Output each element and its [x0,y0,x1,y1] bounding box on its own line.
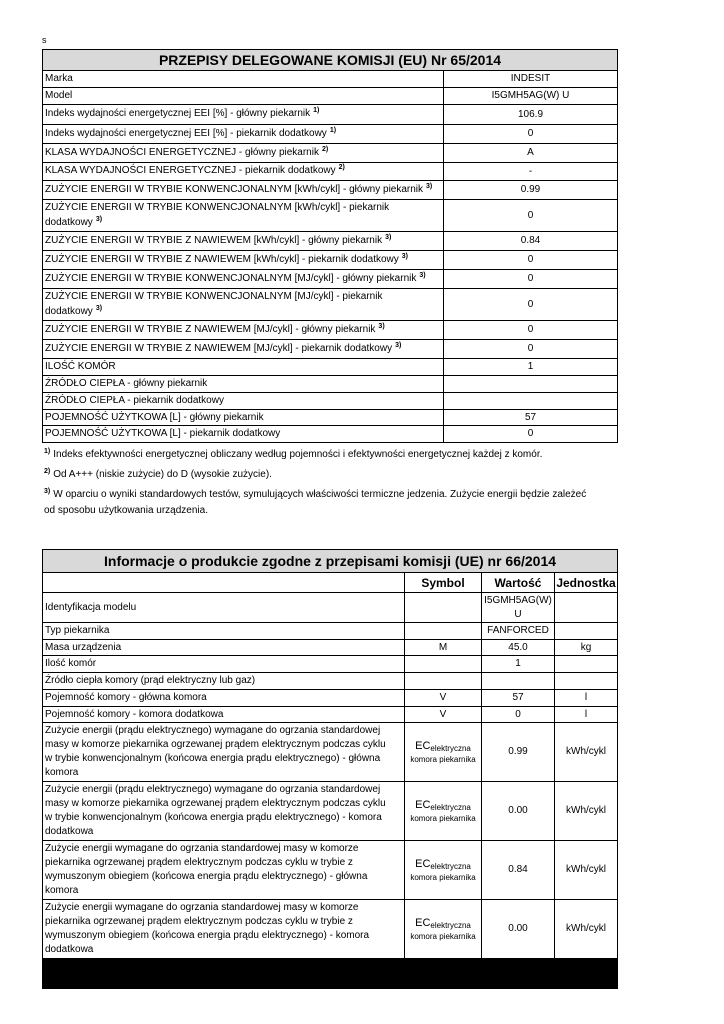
label-line: Źródło ciepła komory (prąd elektryczny lub gaz) [45,675,256,686]
label-line [45,146,441,161]
row-label [43,426,444,443]
row-label [43,359,444,376]
label-line: Ilość komór [45,658,97,669]
row-label [43,393,444,410]
row-symbol [405,623,482,640]
row-unit: kWh/cykl [555,782,618,841]
label-text: ZUŻYCIE ENERGII W TRYBIE Z NAWIEWEM [MJ/cykl] - główny piekarnik [45,323,376,335]
label-line: masy w komorze piekarnika ogrzewanej prądem elektrycznym podczas cyklu [45,798,386,809]
footnote-text: Od A+++ (niskie zużycie) do D (wysokie zużycie). [53,469,272,480]
label-line: wymuszonym obiegiem (końcowa energia prądu elektrycznego) - komora [45,930,370,941]
row-unit: l [555,707,618,723]
table-row [43,200,618,232]
footnote-ref: 3) [395,341,402,349]
row-label [43,181,444,200]
row-value: I5GMH5AG(W) U [482,593,555,623]
table-row [43,163,618,181]
row-value: 57 [444,410,618,426]
table-title-row [43,50,618,71]
table-row [43,673,618,690]
row-value: 0 [444,340,618,359]
label-line: dodatkowa [45,826,94,837]
label-text: ZUŻYCIE ENERGII W TRYBIE Z NAWIEWEM [kWh/cykl] - główny piekarnik [45,234,383,246]
table-row [43,410,618,426]
label-text: ZUŻYCIE ENERGII W TRYBIE Z NAWIEWEM [MJ/cykl] - piekarnik dodatkowy [45,342,393,354]
ec-symbol-main: EC [415,799,431,811]
table-title-row [43,550,618,573]
table-row [43,640,618,656]
ec-symbol-subscript: elektryczna [430,921,471,930]
footnote-mark: 2) [44,468,51,475]
table-title: PRZEPISY DELEGOWANE KOMISJI (EU) Nr 65/2014 [43,50,618,71]
row-symbol: M [405,640,482,656]
row-label [43,707,405,723]
label-line: POJEMNOŚĆ UŻYTKOWA [L] - piekarnik dodatkowy [45,428,281,439]
row-value: INDESIT [444,71,618,88]
table-footer-bar [43,959,618,989]
ec-symbol [407,916,479,931]
footnote-ref: 3) [419,271,426,279]
label-line: w trybie konwencjonalnym (końcowa energia prądu elektrycznego) - komora [45,812,382,823]
row-value: 45.0 [482,640,555,656]
footnote-ref: 3) [385,233,392,241]
label-line: ZUŻYCIE ENERGII W TRYBIE KONWENCJONALNYM [MJ/cykl] - piekarnik [45,291,383,302]
ec-symbol [407,798,479,813]
label-line: Identyfikacja modelu [45,601,137,613]
label-line: w trybie konwencjonalnym (końcowa energia prądu elektrycznego) - główna [45,753,381,764]
row-symbol: V [405,707,482,723]
label-line [45,107,441,122]
row-label [43,270,444,289]
row-label [43,782,405,841]
row-unit [555,623,618,640]
label-text: KLASA WYDAJNOŚCI ENERGETYCZNEJ - piekarnik dodatkowy [45,165,336,176]
label-text: dodatkowy [45,217,93,228]
ec-symbol-subscript: elektryczna [430,862,471,871]
label-line: ILOŚĆ KOMÓR [45,361,116,372]
row-label [43,232,444,251]
row-symbol [405,593,482,623]
label-line [45,253,441,268]
row-value [482,673,555,690]
row-symbol [405,723,482,782]
ec-symbol-subscript: elektryczna [430,803,471,812]
row-value: 0 [482,707,555,723]
row-symbol [405,656,482,673]
label-line: Pojemność komory - główna komora [45,692,207,703]
table-row [43,71,618,88]
table-row [43,270,618,289]
label-text: Indeks wydajności energetycznej EEI [%] - piekarnik dodatkowy [45,127,327,139]
label-line: ŹRÓDŁO CIEPŁA - piekarnik dodatkowy [45,395,224,406]
row-value: 1 [482,656,555,673]
row-symbol: V [405,690,482,707]
label-line [45,323,441,338]
ec-symbol-main: EC [415,917,431,929]
label-line [45,304,441,320]
ec-symbol-subscript-line2: komora piekarnika [410,932,476,941]
row-label [43,144,444,163]
label-line [45,183,441,198]
row-label [43,88,444,105]
table-row [43,321,618,340]
footnote-ref: 2) [338,164,345,171]
row-unit [555,673,618,690]
footnote-mark: 1) [44,448,51,455]
table-row [43,340,618,359]
row-unit [555,656,618,673]
row-value: 0 [444,125,618,144]
row-value: 0.84 [444,232,618,251]
row-label [43,410,444,426]
row-value: 1 [444,359,618,376]
row-value: FANFORCED [482,623,555,640]
label-line: piekarnika ogrzewanej prądem elektrycznym podczas cyklu w trybie z [45,916,353,927]
row-unit: kWh/cykl [555,900,618,959]
table-row [43,690,618,707]
row-unit: kWh/cykl [555,841,618,900]
row-label [43,340,444,359]
table-row [43,426,618,443]
row-value: 0 [444,426,618,443]
label-line: Pojemność komory - komora dodatkowa [45,708,224,720]
row-symbol [405,673,482,690]
table-row [43,393,618,410]
footnote [44,487,586,518]
row-unit: l [555,690,618,707]
ec-symbol [407,739,479,754]
ec-symbol-main: EC [415,740,431,752]
label-line: ŹRÓDŁO CIEPŁA - główny piekarnik [45,378,208,389]
footnote-ref: 3) [426,182,433,190]
table-row [43,841,618,900]
ec-symbol-subscript-line2: komora piekarnika [410,814,476,823]
row-label [43,690,405,707]
table-title: Informacje o produkcie zgodne z przepisami komisji (UE) nr 66/2014 [43,550,618,573]
row-value [444,376,618,393]
table-row [43,723,618,782]
table-row [43,359,618,376]
ec-symbol [407,857,479,872]
row-value: I5GMH5AG(W) U [444,88,618,105]
ec-symbol-subscript-line2: komora piekarnika [410,755,476,764]
table-row [43,623,618,640]
footnote-ref: 3) [95,216,103,223]
table-row [43,144,618,163]
label-line: komora [45,885,79,896]
row-label [43,900,405,959]
column-header-value: Wartość [482,573,555,593]
label-line: dodatkowa [45,944,94,955]
column-header-blank [43,573,405,593]
row-value: 0.84 [482,841,555,900]
label-line: komora [45,767,79,778]
delegated-regulation-table [42,49,618,443]
table-row [43,125,618,144]
table-row [43,593,618,623]
label-line: Typ piekarnika [45,625,110,636]
row-value: 57 [482,690,555,707]
row-value: 0 [444,321,618,340]
row-value: 0 [444,270,618,289]
label-line: Marka [45,73,73,84]
label-text: dodatkowy [45,306,93,317]
row-value: 106.9 [444,105,618,125]
footnote-ref: 2) [321,145,329,153]
row-symbol [405,841,482,900]
label-line: masy w komorze piekarnika ogrzewanej prądem elektrycznym podczas cyklu [45,739,386,750]
label-line [45,215,441,231]
ec-symbol-subscript-line2: komora piekarnika [410,873,476,882]
footnote-ref: 3) [401,252,408,260]
table-row [43,289,618,321]
row-value: 0 [444,251,618,270]
row-value: 0 [444,289,618,321]
row-label [43,640,405,656]
row-value: 0 [444,200,618,232]
label-line: POJEMNOŚĆ UŻYTKOWA [L] - główny piekarnik [45,411,264,423]
table-row [43,105,618,125]
row-unit [555,593,618,623]
label-text: ZUŻYCIE ENERGII W TRYBIE Z NAWIEWEM [kWh/cykl] - piekarnik dodatkowy [45,253,399,265]
label-line: wymuszonym obiegiem (końcowa energia prądu elektrycznego) - główna [45,871,368,882]
table-row [43,376,618,393]
row-symbol [405,900,482,959]
label-line [45,342,441,357]
row-value: 0.99 [482,723,555,782]
row-unit: kg [555,640,618,656]
row-label [43,593,405,623]
label-line: Zużycie energii wymagane do ogrzania standardowej masy w komorze [45,843,359,854]
footnote-text: W oparciu o wyniki standardowych testów, symulujących właściwości termiczne jedzenia. Zużycie energii będzie zależeć [53,489,587,500]
label-line [45,164,441,179]
footnote-text: Indeks efektywności energetycznej obliczany według pojemności i efektywności energetycznej każdej z komór. [53,449,543,460]
label-text: Indeks wydajności energetycznej EEI [%] - główny piekarnik [45,108,311,119]
row-value: - [444,163,618,181]
row-value: 0.00 [482,900,555,959]
row-label [43,321,444,340]
ec-symbol-main: EC [415,858,431,870]
table-row [43,900,618,959]
row-value: 0.00 [482,782,555,841]
label-line: Zużycie energii (prądu elektrycznego) wymagane do ogrzania standardowej [45,725,381,736]
row-value: A [444,144,618,163]
ec-symbol-subscript: elektryczna [430,744,471,753]
table-row [43,181,618,200]
row-value: 0.99 [444,181,618,200]
row-label [43,673,405,690]
table-row [43,707,618,723]
label-line: Model [45,90,73,101]
row-symbol [405,782,482,841]
footnote-ref: 3) [95,305,103,312]
row-label [43,163,444,181]
label-line [45,127,441,142]
footnote-ref: 1) [313,107,320,114]
label-line [45,234,441,249]
row-unit: kWh/cykl [555,723,618,782]
row-label [43,376,444,393]
row-label [43,656,405,673]
label-line: piekarnika ogrzewanej prądem elektrycznym podczas cyklu w trybie z [45,857,353,868]
label-text: ZUŻYCIE ENERGII W TRYBIE KONWENCJONALNYM [MJ/cykl] - główny piekarnik [45,272,417,284]
table-row [43,656,618,673]
row-label [43,289,444,321]
row-label [43,105,444,125]
column-header-unit: Jednostka [555,573,618,593]
footnote-line: od sposobu użytkowania urządzenia. [44,505,208,516]
footnote [44,467,272,483]
footnote-mark: 3) [44,488,51,495]
row-label [43,723,405,782]
row-label [43,71,444,88]
footnote-line [44,487,586,503]
column-header-symbol: Symbol [405,573,482,593]
row-value [444,393,618,410]
table-row [43,782,618,841]
row-label [43,251,444,270]
label-line: Masa urządzenia [45,641,122,653]
row-label [43,200,444,232]
product-information-table [42,549,618,989]
label-line: Zużycie energii wymagane do ogrzania standardowej masy w komorze [45,902,359,913]
table-row [43,251,618,270]
label-line: ZUŻYCIE ENERGII W TRYBIE KONWENCJONALNYM [kWh/cykl] - piekarnik [45,202,390,213]
table-row [43,232,618,251]
footnote-ref: 1) [329,126,337,134]
label-line: Zużycie energii (prądu elektrycznego) wymagane do ogrzania standardowej [45,784,381,795]
table-header-row [43,573,618,593]
label-line [45,272,441,287]
page-marker: s [42,35,47,45]
footnote-ref: 3) [378,322,385,330]
table-row [43,88,618,105]
footnote [44,447,542,463]
row-label [43,623,405,640]
table-footer-row [43,959,618,989]
label-text: KLASA WYDAJNOŚCI ENERGETYCZNEJ - główny piekarnik [45,146,319,158]
row-label [43,841,405,900]
label-text: ZUŻYCIE ENERGII W TRYBIE KONWENCJONALNYM [kWh/cykl] - główny piekarnik [45,183,424,195]
row-label [43,125,444,144]
